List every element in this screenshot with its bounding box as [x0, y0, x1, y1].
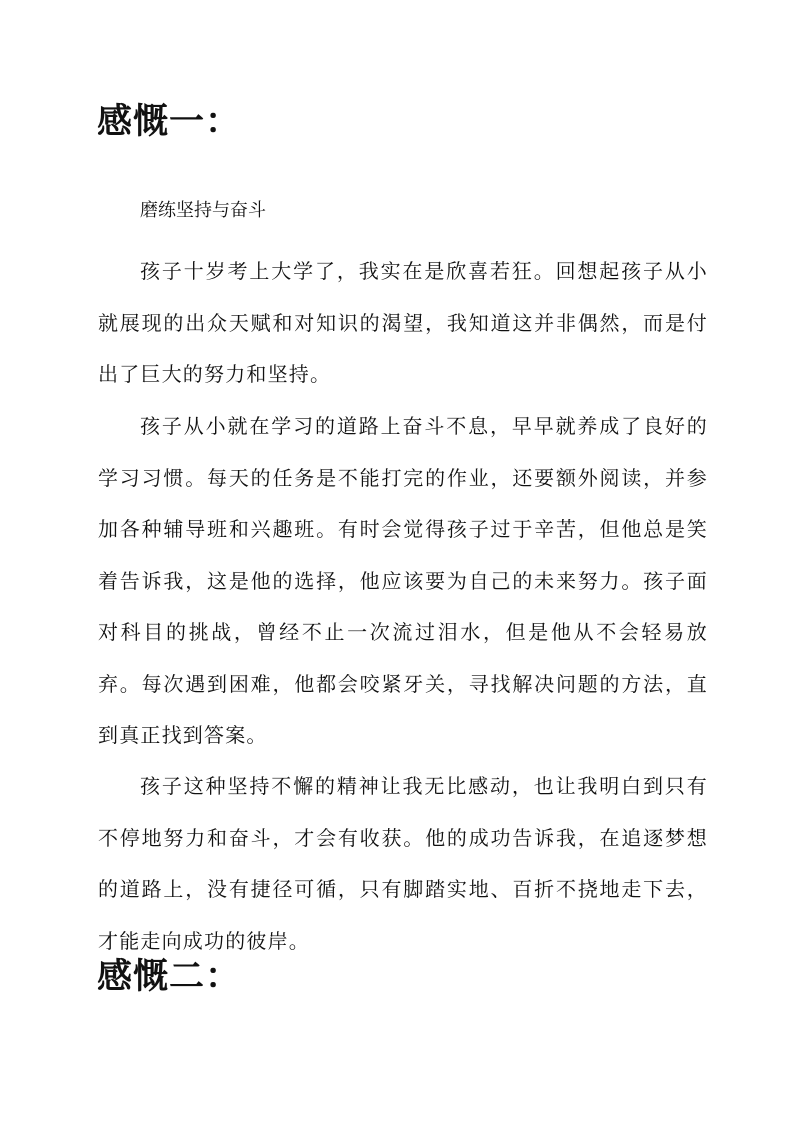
paragraph-1: 孩子十岁考上大学了，我实在是欣喜若狂。回想起孩子从小就展现的出众天赋和对知识的渴望，我知道这并非偶然，而是付出了巨大的努力和坚持。	[98, 259, 708, 386]
paragraph-2: 孩子从小就在学习的道路上奋斗不息，早早就养成了良好的学习习惯。每天的任务是不能打完的作业，还要额外阅读，并参加各种辅导班和兴趣班。有时会觉得孩子过于辛苦，但他总是笑着告诉我，这是他的选择，他应该要为自己的未来努力。孩子面对科目的挑战，曾经不止一次流过泪水，但是他从不会轻易放弃。每次遇到困难，他都会咬紧牙关，寻找解决问题的方法，直到真正找到答案。	[98, 414, 708, 747]
section-heading-1: 感慨一：	[97, 101, 242, 142]
paragraph-3: 孩子这种坚持不懈的精神让我无比感动，也让我明白到只有不停地努力和奋斗，才会有收获。他的成功告诉我，在追逐梦想的道路上，没有捷径可循，只有脚踏实地、百折不挠地走下去，才能走向成功的彼岸。	[98, 774, 708, 953]
section-subtitle: 磨练坚持与奋斗	[140, 200, 266, 221]
section-heading-2: 感慨二：	[97, 956, 242, 997]
